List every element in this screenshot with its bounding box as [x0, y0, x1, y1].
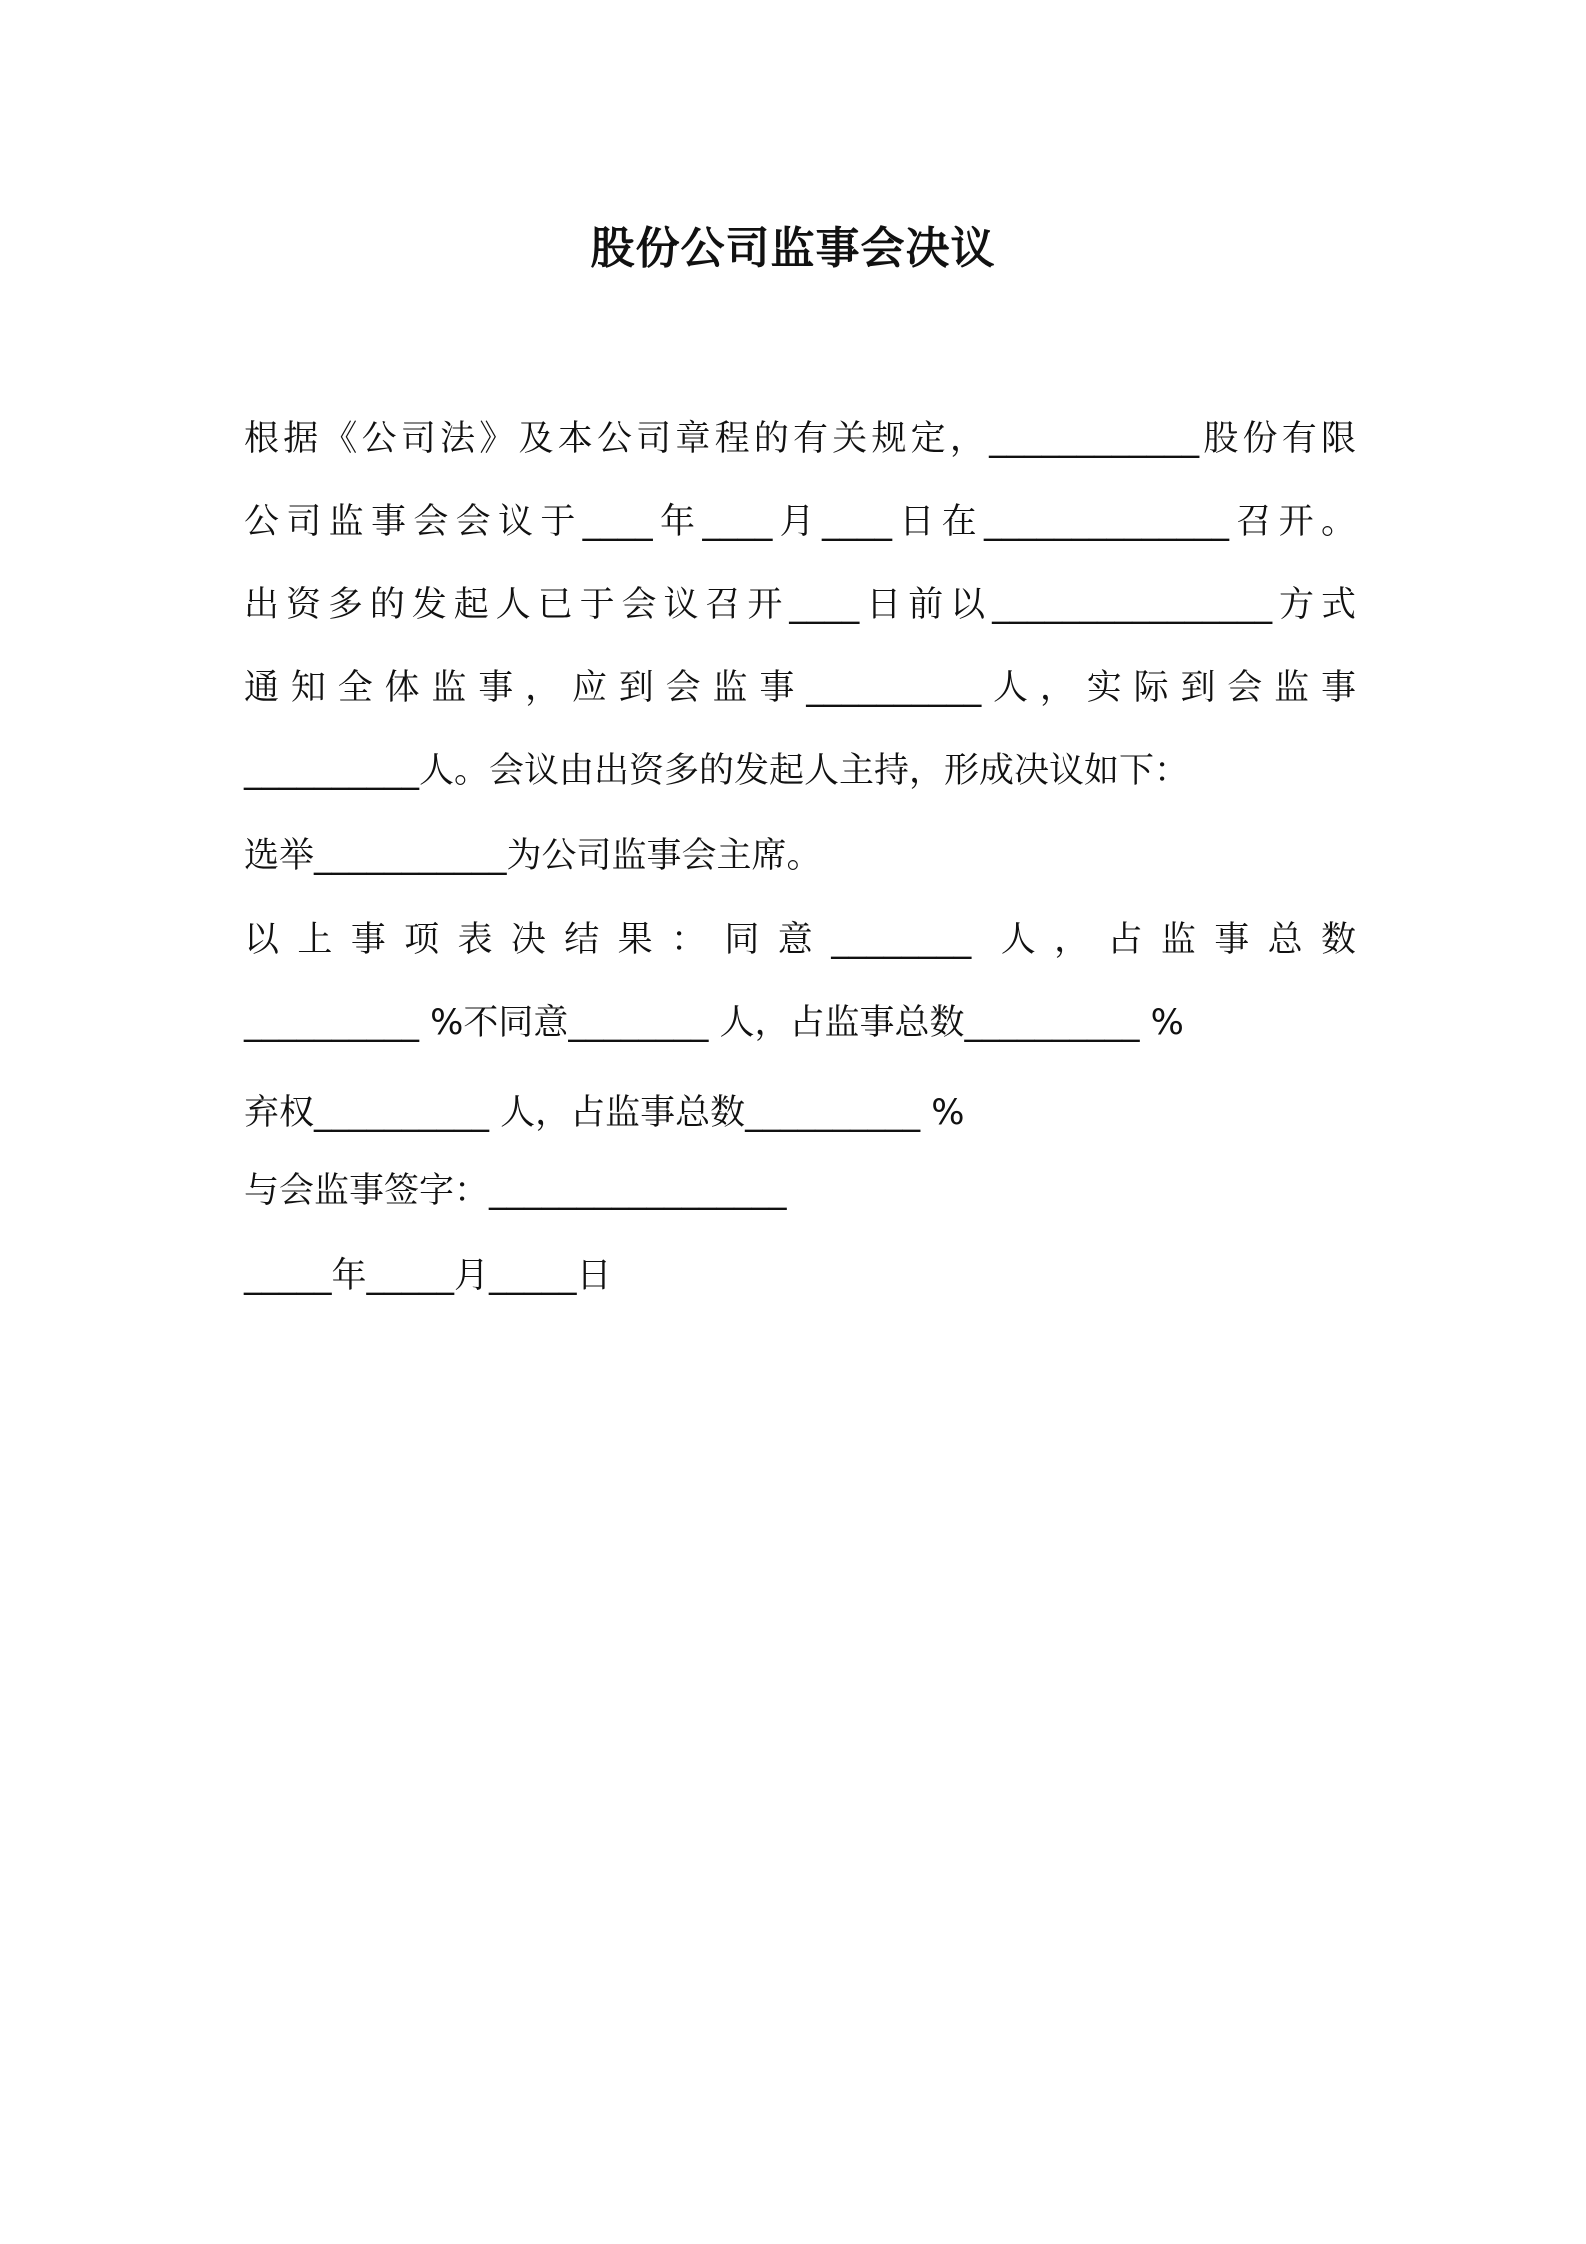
vote-result-line-2: __________ %不同意________ 人，占监事总数__________ %: [244, 1003, 1184, 1043]
vote-chair-line: 选举___________为公司监事会主席。: [244, 836, 822, 876]
body-line-2: 公司监事会会议于____年____月____日在______________召开。: [244, 502, 1356, 542]
body-line-4: 通知全体监事，应到会监事__________人，实际到会监事: [244, 668, 1356, 708]
signature-line: 与会监事签字：_________________: [244, 1171, 787, 1211]
body-line-1: 根据《公司法》及本公司章程的有关规定，____________股份有限: [244, 419, 1356, 459]
abstain-line: 弃权__________ 人，占监事总数__________ %: [244, 1093, 965, 1133]
vote-result-line-1: 以上事项表决结果：同意________ 人，占监事总数: [244, 920, 1356, 960]
date-line: _____年_____月_____日: [244, 1256, 612, 1296]
document-title: 股份公司监事会决议: [590, 223, 996, 274]
body-line-3: 出资多的发起人已于会议召开____日前以________________方式: [244, 585, 1356, 625]
body-line-5: __________人。会议由出资多的发起人主持，形成决议如下：: [244, 751, 1190, 791]
